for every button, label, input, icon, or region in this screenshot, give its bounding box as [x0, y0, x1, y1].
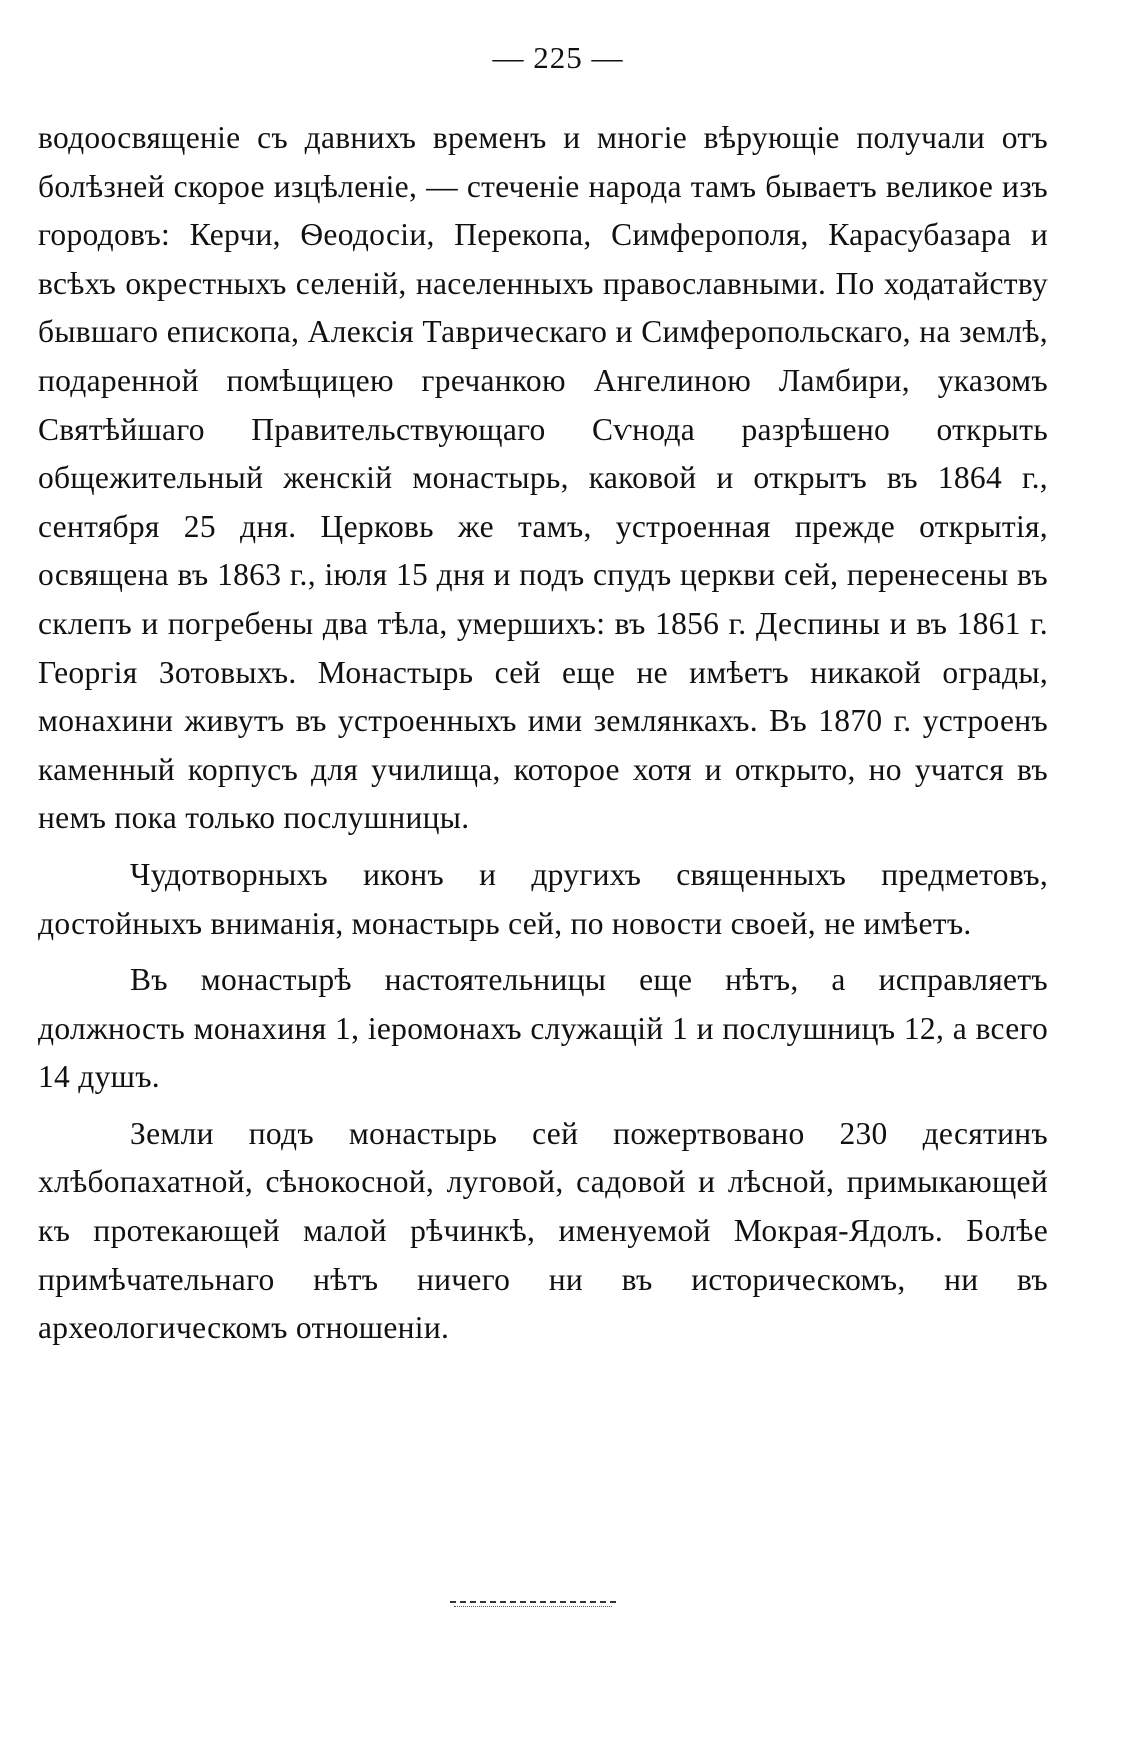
document-page [38, 40, 1048, 1353]
page-number: — 225 — [492, 40, 624, 75]
paragraph-3: Въ монастырѣ настоятельницы еще нѣтъ, а исправляетъ должность монахиня 1, іеромонахъ служащій 1 и послушницъ 12, а всего 14 душъ. [38, 962, 1048, 1095]
paragraph-1: водоосвященіе съ давнихъ временъ и многіе вѣрующіе получали отъ болѣзней скорое изцѣленіе, — стеченіе народа тамъ бываетъ великое изъ городовъ: Керчи, Ѳеодосіи, Перекопа, Симферополя, Карасубазара и всѣхъ окрестныхъ селеній, населенныхъ православными. По ходатайству бывшаго епископа, Алексія Таврическаго и Симферопольскаго, на землѣ, подаренной помѣщицею гречанкою Ангелиною Ламбири, указомъ Святѣйшаго Правительствующаго Сѵнода разрѣшено открыть общежительный женскій монастырь, каковой и открытъ въ 1864 г., сентября 25 дня. Церковь же тамъ, устроенная прежде открытія, освящена въ 1863 г., іюля 15 дня и подъ спудъ церкви сей, перенесены въ склепъ и погребены два тѣла, умершихъ: въ 1856 г. Деспины и въ 1861 г. Георгія Зотовыхъ. Монастырь сей еще не имѣетъ никакой ограды, монахини живутъ въ устроенныхъ ими землянкахъ. Въ 1870 г. устроенъ каменный корпусъ для училища, которое хотя и открыто, но учатся въ немъ пока только послушницы. [38, 120, 1048, 836]
paragraph-2: Чудотворныхъ иконъ и другихъ священныхъ предметовъ, достойныхъ вниманія, монастырь сей, по новости своей, не имѣетъ. [38, 856, 1048, 941]
end-divider-underline [454, 1606, 612, 1607]
end-divider [450, 1601, 616, 1603]
paragraph-4: Земли подъ монастырь сей пожертвовано 230 десятинъ хлѣбопахатной, сѣнокосной, луговой, садовой и лѣсной, примыкающей къ протекающей малой рѣчинкѣ, именуемой Мокрая-Ядолъ. Болѣе примѣчательнаго нѣтъ ничего ни въ историческомъ, ни въ археологическомъ отношеніи. [38, 1115, 1048, 1346]
